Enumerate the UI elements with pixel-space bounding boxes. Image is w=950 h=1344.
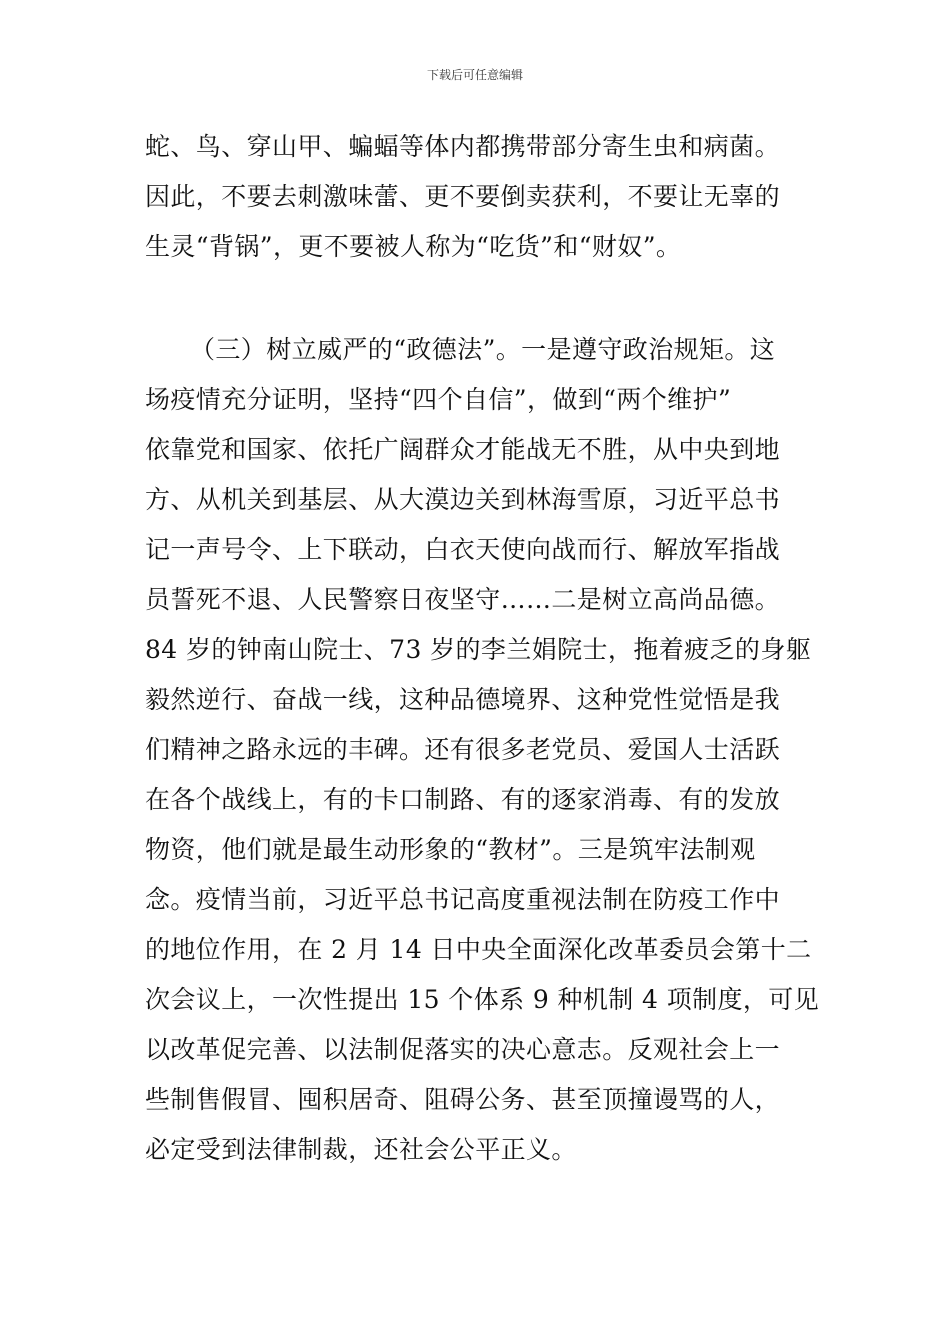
text-line: 方、从机关到基层、从大漠边关到林海雪原，习近平总书 xyxy=(145,485,781,514)
text-line: 们精神之路永远的丰碑。还有很多老党员、爱国人士活跃 xyxy=(145,735,781,764)
page-header: 下载后可任意编辑 xyxy=(426,68,523,82)
text-line: 场疫情充分证明，坚持“四个自信”，做到“两个维护” xyxy=(145,385,732,414)
text-line: 依靠党和国家、依托广阔群众才能战无不胜，从中央到地 xyxy=(145,435,781,464)
text-line: 念。疫情当前，习近平总书记高度重视法制在防疫工作中 xyxy=(145,885,781,914)
text-line: 在各个战线上，有的卡口制路、有的逐家消毒、有的发放 xyxy=(145,785,781,814)
text-line: 的地位作用，在 2 月 14 日中央全面深化改革委员会第十二 xyxy=(145,935,812,964)
text-line: （三）树立威严的“政德法”。一是遵守政治规矩。这 xyxy=(190,335,776,364)
text-line: 毅然逆行、奋战一线，这种品德境界、这种党性觉悟是我 xyxy=(145,685,781,714)
text-line: 些制售假冒、囤积居奇、阻碍公务、甚至顶撞谩骂的人， xyxy=(145,1085,781,1114)
text-line: 员誓死不退、人民警察日夜坚守……二是树立高尚品德。 xyxy=(145,585,781,614)
text-line: 物资，他们就是最生动形象的“教材”。三是筑牢法制观 xyxy=(145,835,756,864)
text-line: 记一声号令、上下联动，白衣天使向战而行、解放军指战 xyxy=(145,535,781,564)
text-line: 必定受到法律制裁，还社会公平正义。 xyxy=(145,1135,577,1164)
text-line: 次会议上，一次性提出 15 个体系 9 种机制 4 项制度，可见 xyxy=(145,985,820,1014)
text-line: 84 岁的钟南山院士、73 岁的李兰娟院士，拖着疲乏的身躯 xyxy=(145,635,812,664)
text-line: 因此，不要去刺激味蕾、更不要倒卖获利，不要让无辜的 xyxy=(145,182,781,211)
text-line: 以改革促完善、以法制促落实的决心意志。反观社会上一 xyxy=(145,1035,781,1064)
text-line: 生灵“背锅”，更不要被人称为“吃货”和“财奴”。 xyxy=(145,232,682,261)
text-line: 蛇、鸟、穿山甲、蝙蝠等体内都携带部分寄生虫和病菌。 xyxy=(145,132,781,161)
